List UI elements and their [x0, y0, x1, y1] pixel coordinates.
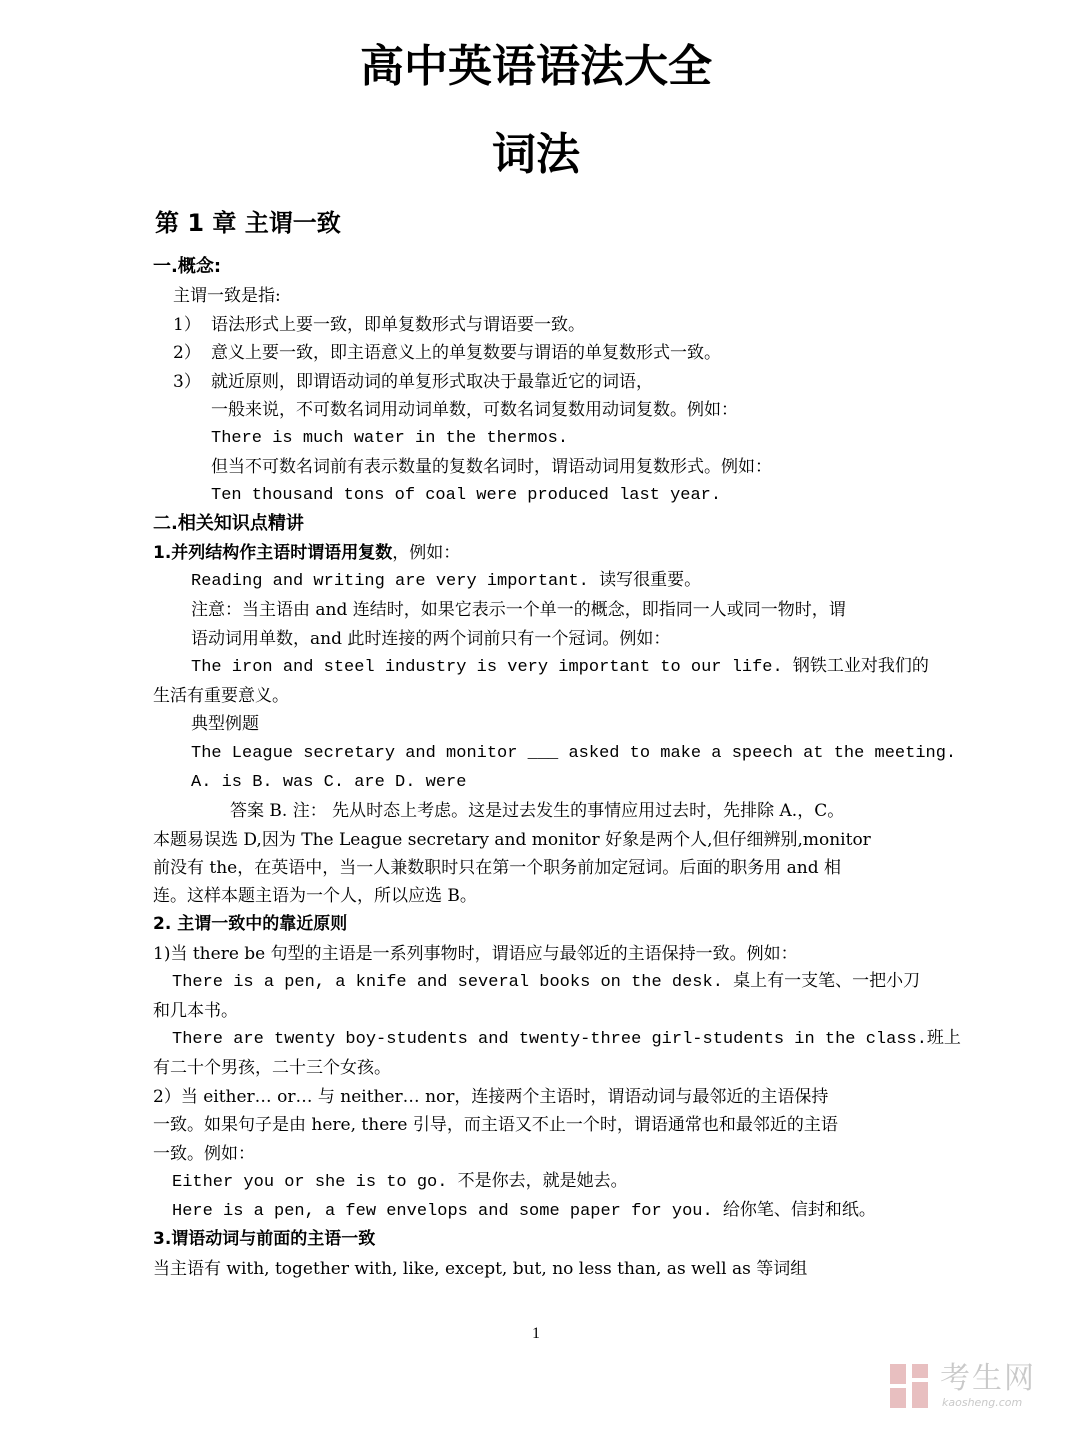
document-title: 高中英语语法大全	[360, 41, 712, 92]
typical-example-label: 典型例题	[191, 714, 259, 734]
question-text: The League secretary and monitor ___ asked to make a speech at the meeting.	[191, 744, 957, 763]
document-subtitle: 词法	[492, 129, 580, 180]
point1-heading-bold: 1.并列结构作主语时谓语用复数	[153, 543, 393, 563]
example-sentence: There are twenty boy-students and twenty-three girl-students in the class.班上	[172, 1030, 961, 1049]
example-sentence: There is much water in the thermos.	[211, 429, 569, 448]
point1-heading	[153, 543, 460, 563]
question-options: A. is B. was C. are D. were	[191, 773, 467, 792]
page-number: 1	[532, 1325, 540, 1342]
example-sentence-cont: 和几本书。	[153, 1001, 238, 1021]
point3-heading: 3.谓语动词与前面的主语一致	[153, 1229, 376, 1249]
note-line: 语动词用单数，and 此时连接的两个词前只有一个冠词。例如：	[191, 629, 671, 649]
example-sentence: Ten thousand tons of coal were produced last year.	[211, 486, 722, 505]
answer-line: 答案 B. 注： 先从时态上考虑。这是过去发生的事情应用过去时，先排除 A.，C。	[230, 801, 845, 821]
example-sentence: Reading and writing are very important. 读写很重要。	[191, 572, 702, 591]
rule-line: 当主语有 with, together with, like, except, but, no less than, as well as 等词组	[153, 1259, 808, 1279]
example-sentence: Either you or she is to go. 不是你去，就是她去。	[172, 1173, 628, 1192]
point1-heading-rest: ，例如：	[392, 543, 461, 563]
answer-line: 前没有 the，在英语中，当一人兼数职时只在第一个职务前加定冠词。后面的职务用 and 相	[153, 858, 842, 878]
rule-line: 一致。如果句子是由 here, there 引导，而主语又不止一个时，谓语通常也和最邻近的主语	[153, 1115, 838, 1135]
note-line: 注意：当主语由 and 连结时，如果它表示一个单一的概念，即指同一人或同一物时，谓	[191, 600, 846, 620]
example-sentence-cont: 生活有重要意义。	[153, 686, 289, 706]
rule-line: 2）当 either… or… 与 neither… nor，连接两个主语时，谓语动词与最邻近的主语保持	[153, 1087, 829, 1107]
paragraph-line: 但当不可数名词前有表示数量的复数名词时，谓语动词用复数形式。例如：	[211, 457, 772, 477]
list-item-text: 语法形式上要一致，即单复数形式与谓语要一致。	[211, 315, 585, 335]
example-sentence: The iron and steel industry is very important to our life. 钢铁工业对我们的	[191, 658, 929, 677]
section-heading-knowledge: 二.相关知识点精讲	[153, 513, 304, 534]
concept-intro: 主谓一致是指:	[173, 286, 281, 306]
example-sentence: There is a pen, a knife and several books on the desk. 桌上有一支笔、一把小刀	[172, 973, 921, 992]
kaosheng-logo-icon	[888, 1362, 934, 1412]
example-sentence: Here is a pen, a few envelops and some paper for you. 给你笔、信封和纸。	[172, 1202, 876, 1221]
list-item-number: 1）	[173, 315, 201, 335]
answer-line: 本题易误选 D,因为 The League secretary and monitor 好象是两个人,但仔细辨别,monitor	[153, 830, 871, 850]
answer-line: 连。这样本题主语为一个人，所以应选 B。	[153, 886, 477, 906]
watermark-logo	[888, 1362, 1058, 1414]
logo-url: kaosheng.com	[942, 1396, 1023, 1409]
paragraph-line: 一般来说，不可数名词用动词单数，可数名词复数用动词复数。例如：	[211, 400, 738, 420]
point2-heading: 2. 主谓一致中的靠近原则	[153, 914, 348, 934]
section-heading-concept: 一.概念:	[153, 256, 222, 277]
rule-line: 1)当 there be 句型的主语是一系列事物时，谓语应与最邻近的主语保持一致。例如：	[153, 944, 798, 964]
list-item-text: 就近原则，即谓语动词的单复形式取决于最靠近它的词语，	[211, 372, 653, 392]
list-item-text: 意义上要一致，即主语意义上的单复数要与谓语的单复数形式一致。	[211, 343, 721, 363]
chapter-title: 第 1 章 主谓一致	[155, 209, 341, 237]
list-item-number: 3）	[173, 372, 201, 392]
example-sentence-cont: 有二十个男孩，二十三个女孩。	[153, 1058, 391, 1078]
rule-line: 一致。例如：	[153, 1144, 255, 1164]
logo-name: 考生网	[940, 1361, 1036, 1396]
list-item-number: 2）	[173, 343, 201, 363]
